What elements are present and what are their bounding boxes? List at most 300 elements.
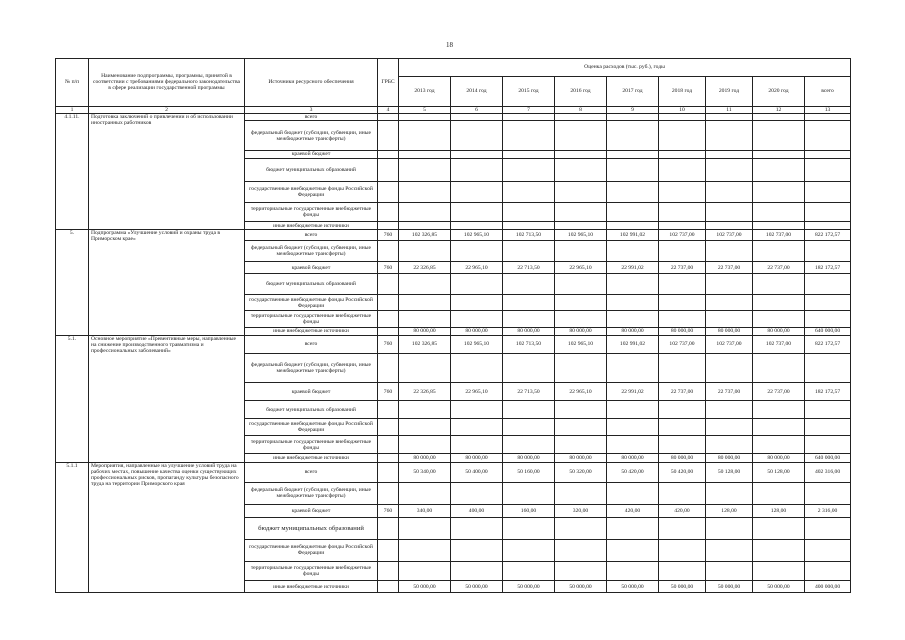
year-value-cell: 102 965,10 [451, 335, 503, 353]
year-value-cell [706, 181, 753, 202]
year-value-cell [555, 202, 607, 222]
grbs-cell [378, 462, 399, 482]
year-value-cell [659, 181, 706, 202]
total-value-cell [805, 310, 851, 327]
year-value-cell [753, 310, 805, 327]
year-value-cell [555, 561, 607, 581]
year-value-cell: 80 000,00 [555, 454, 607, 462]
total-value-cell [805, 222, 851, 229]
year-value-cell [659, 274, 706, 295]
grbs-cell [378, 295, 399, 311]
year-value-cell: 80 000,00 [503, 327, 555, 335]
year-value-cell: 50 000,00 [753, 581, 805, 593]
year-value-cell [607, 482, 659, 505]
year-value-cell [451, 274, 503, 295]
year-value-cell [607, 517, 659, 539]
year-value-cell [607, 114, 659, 121]
year-value-cell [503, 435, 555, 454]
year-value-cell [451, 435, 503, 454]
year-value-cell: 102 737,00 [706, 335, 753, 353]
year-value-cell [451, 353, 503, 382]
year-value-cell [451, 310, 503, 327]
year-value-cell [503, 158, 555, 181]
total-value-cell [805, 539, 851, 561]
year-value-cell [753, 158, 805, 181]
year-value-cell [659, 401, 706, 419]
year-value-cell [753, 241, 805, 262]
year-value-cell: 22 991,02 [607, 382, 659, 401]
col-source-header: Источники ресурсного обеспечения [245, 59, 378, 107]
column-number: 4 [378, 106, 399, 113]
year-value-cell [399, 202, 451, 222]
year-value-cell [399, 222, 451, 229]
year-value-cell [451, 539, 503, 561]
grbs-cell [378, 222, 399, 229]
grbs-cell: 760 [378, 335, 399, 353]
year-value-cell: 102 737,00 [753, 229, 805, 240]
column-number: 8 [555, 106, 607, 113]
column-number: 13 [805, 106, 851, 113]
year-header: 2015 год [503, 76, 555, 106]
year-value-cell [555, 539, 607, 561]
funding-source: территориальные государственные внебюджетные фонды [245, 202, 378, 222]
year-value-cell [659, 539, 706, 561]
year-header: 2017 год [607, 76, 659, 106]
year-value-cell: 80 000,00 [503, 454, 555, 462]
funding-source: государственные внебюджетные фонды Российской Федерации [245, 181, 378, 202]
year-value-cell [503, 150, 555, 158]
table-row [56, 229, 851, 240]
year-value-cell [753, 517, 805, 539]
year-value-cell: 80 000,00 [399, 454, 451, 462]
funding-source: краевой бюджет [245, 505, 378, 517]
total-value-cell [805, 114, 851, 121]
year-value-cell: 50 000,00 [706, 581, 753, 593]
grbs-cell [378, 181, 399, 202]
column-number: 5 [399, 106, 451, 113]
year-value-cell: 22 737,00 [706, 261, 753, 273]
grbs-cell [378, 581, 399, 593]
year-value-cell [659, 482, 706, 505]
year-value-cell [451, 241, 503, 262]
total-value-cell [805, 274, 851, 295]
column-number: 3 [245, 106, 378, 113]
year-value-cell: 22 737,00 [659, 261, 706, 273]
total-value-cell: 640 000,00 [805, 454, 851, 462]
year-value-cell [451, 114, 503, 121]
year-value-cell [753, 482, 805, 505]
funding-source: федеральный бюджет (субсидии, субвенции, иные межбюджетные трансферты) [245, 482, 378, 505]
year-value-cell [399, 241, 451, 262]
year-value-cell [555, 310, 607, 327]
grbs-cell [378, 353, 399, 382]
year-value-cell [753, 419, 805, 436]
year-value-cell: 128,00 [706, 505, 753, 517]
year-value-cell: 102 713,50 [503, 229, 555, 240]
year-value-cell [607, 241, 659, 262]
year-value-cell: 22 737,00 [753, 382, 805, 401]
grbs-cell [378, 327, 399, 335]
year-value-cell: 128,00 [753, 505, 805, 517]
program-name: Подготовка заключений о привлечении и об использовании иностранных работников [89, 114, 245, 230]
year-value-cell [607, 150, 659, 158]
funding-source: государственные внебюджетные фонды Российской Федерации [245, 539, 378, 561]
total-value-cell: 182 172,57 [805, 261, 851, 273]
year-value-cell [607, 295, 659, 311]
total-value-cell [805, 150, 851, 158]
year-value-cell [706, 222, 753, 229]
funding-source: бюджет муниципальных образований [245, 274, 378, 295]
year-value-cell [399, 310, 451, 327]
year-value-cell [503, 401, 555, 419]
year-value-cell [503, 482, 555, 505]
year-value-cell: 340,00 [399, 505, 451, 517]
year-value-cell [706, 517, 753, 539]
year-value-cell [607, 158, 659, 181]
year-value-cell [607, 539, 659, 561]
year-value-cell [503, 222, 555, 229]
year-value-cell: 420,00 [659, 505, 706, 517]
row-number: 5.1. [56, 335, 89, 462]
year-value-cell [451, 121, 503, 150]
year-value-cell [607, 401, 659, 419]
year-value-cell [503, 114, 555, 121]
year-value-cell [753, 295, 805, 311]
year-value-cell: 80 000,00 [451, 454, 503, 462]
grbs-cell: 760 [378, 382, 399, 401]
year-value-cell [399, 517, 451, 539]
year-value-cell [659, 561, 706, 581]
year-value-cell: 22 737,00 [753, 261, 805, 273]
funding-source: федеральный бюджет (субсидии, субвенции, иные межбюджетные трансферты) [245, 121, 378, 150]
year-value-cell: 50 340,00 [399, 462, 451, 482]
row-number: 5. [56, 229, 89, 335]
grbs-cell [378, 274, 399, 295]
year-value-cell: 102 965,10 [555, 229, 607, 240]
year-value-cell [659, 419, 706, 436]
year-value-cell [659, 435, 706, 454]
year-value-cell: 80 000,00 [607, 327, 659, 335]
col-name-header: Наименование подпрограммы, программы, принятой в соответствии с требованиями федерального законодательства в сфере реализации государственной программы [89, 59, 245, 107]
year-header: 2018 год [659, 76, 706, 106]
year-value-cell [706, 241, 753, 262]
funding-source: федеральный бюджет (субсидии, субвенции, иные межбюджетные трансферты) [245, 353, 378, 382]
row-number: 5.1.1 [56, 462, 89, 592]
year-value-cell: 50 000,00 [555, 581, 607, 593]
total-value-cell [805, 158, 851, 181]
funding-source: всего [245, 335, 378, 353]
funding-source: федеральный бюджет (субсидии, субвенции, иные межбюджетные трансферты) [245, 241, 378, 262]
column-number-row [56, 106, 851, 113]
year-value-cell [399, 295, 451, 311]
grbs-cell [378, 121, 399, 150]
year-value-cell: 80 000,00 [607, 454, 659, 462]
year-value-cell: 420,00 [607, 505, 659, 517]
year-value-cell [503, 295, 555, 311]
year-value-cell [451, 419, 503, 436]
grbs-cell [378, 454, 399, 462]
year-value-cell: 22 737,00 [659, 382, 706, 401]
column-number: 6 [451, 106, 503, 113]
year-value-cell [659, 222, 706, 229]
year-value-cell [659, 114, 706, 121]
year-value-cell [659, 517, 706, 539]
column-number: 9 [607, 106, 659, 113]
year-value-cell [706, 539, 753, 561]
year-value-cell [753, 121, 805, 150]
column-number: 2 [89, 106, 245, 113]
funding-source: иные внебюджетные источники [245, 454, 378, 462]
year-value-cell: 50 000,00 [503, 581, 555, 593]
year-value-cell [607, 561, 659, 581]
year-value-cell: 50 420,00 [659, 462, 706, 482]
year-value-cell [451, 295, 503, 311]
grbs-cell: 760 [378, 229, 399, 240]
year-value-cell [451, 401, 503, 419]
year-value-cell: 102 965,10 [451, 229, 503, 240]
year-value-cell: 80 000,00 [753, 454, 805, 462]
total-value-cell: 640 000,00 [805, 327, 851, 335]
year-value-cell: 400,00 [451, 505, 503, 517]
year-header: 2019 год [706, 76, 753, 106]
grbs-cell [378, 517, 399, 539]
year-value-cell [706, 274, 753, 295]
year-value-cell [399, 539, 451, 561]
total-value-cell: 182 172,57 [805, 382, 851, 401]
total-value-cell: 822 172,57 [805, 229, 851, 240]
year-value-cell [753, 222, 805, 229]
year-value-cell [399, 150, 451, 158]
grbs-cell [378, 561, 399, 581]
funding-source: иные внебюджетные источники [245, 327, 378, 335]
year-value-cell [659, 310, 706, 327]
grbs-cell [378, 158, 399, 181]
grbs-cell [378, 435, 399, 454]
year-value-cell [555, 353, 607, 382]
grbs-cell: 760 [378, 261, 399, 273]
year-value-cell: 102 713,50 [503, 335, 555, 353]
year-value-cell [607, 274, 659, 295]
year-value-cell [503, 181, 555, 202]
funding-source: государственные внебюджетные фонды Российской Федерации [245, 295, 378, 311]
year-value-cell: 102 991,02 [607, 335, 659, 353]
year-value-cell [706, 353, 753, 382]
year-value-cell [753, 150, 805, 158]
year-value-cell: 50 000,00 [659, 581, 706, 593]
total-value-cell [805, 181, 851, 202]
year-value-cell: 102 737,00 [706, 229, 753, 240]
year-value-cell: 80 000,00 [451, 327, 503, 335]
total-value-cell [805, 517, 851, 539]
year-value-cell [706, 482, 753, 505]
year-value-cell [399, 274, 451, 295]
column-number: 7 [503, 106, 555, 113]
year-value-cell [607, 181, 659, 202]
header-row [56, 59, 851, 77]
year-value-cell: 22 965,10 [555, 261, 607, 273]
grbs-cell: 760 [378, 505, 399, 517]
program-name: Основное мероприятие «Превентивные меры, направленные на снижение производственного травматизма и профессиональных заболеваний» [89, 335, 245, 462]
year-value-cell [753, 539, 805, 561]
year-value-cell: 50 128,00 [706, 462, 753, 482]
col-estimate-header: Оценка расходов (тыс. руб.), годы [399, 59, 851, 77]
total-value-cell [805, 295, 851, 311]
year-value-cell [399, 158, 451, 181]
year-value-cell: 50 320,00 [555, 462, 607, 482]
grbs-cell [378, 482, 399, 505]
year-value-cell: 22 965,10 [555, 382, 607, 401]
grbs-cell [378, 419, 399, 436]
year-value-cell [659, 158, 706, 181]
funding-source: иные внебюджетные источники [245, 222, 378, 229]
year-value-cell: 160,00 [503, 505, 555, 517]
year-value-cell: 102 326,85 [399, 335, 451, 353]
funding-source: государственные внебюджетные фонды Российской Федерации [245, 419, 378, 436]
column-number: 1 [56, 106, 89, 113]
year-value-cell: 80 000,00 [399, 327, 451, 335]
page-number: 18 [446, 41, 453, 49]
year-value-cell: 22 965,10 [451, 382, 503, 401]
year-value-cell [451, 561, 503, 581]
funding-source: всего [245, 229, 378, 240]
table-row [56, 462, 851, 482]
year-value-cell [706, 310, 753, 327]
year-value-cell [659, 295, 706, 311]
year-header: 2016 год [555, 76, 607, 106]
year-value-cell [503, 561, 555, 581]
year-header: 2014 год [451, 76, 503, 106]
total-value-cell: 822 172,57 [805, 335, 851, 353]
year-value-cell [399, 419, 451, 436]
column-number: 11 [706, 106, 753, 113]
total-value-cell: 402 316,00 [805, 462, 851, 482]
year-value-cell [753, 435, 805, 454]
funding-source: территориальные государственные внебюджетные фонды [245, 561, 378, 581]
year-value-cell: 320,00 [555, 505, 607, 517]
year-value-cell: 50 000,00 [399, 581, 451, 593]
year-value-cell [659, 353, 706, 382]
year-value-cell: 50 160,00 [503, 462, 555, 482]
total-value-cell [805, 241, 851, 262]
year-value-cell: 22 326,85 [399, 261, 451, 273]
grbs-cell [378, 114, 399, 121]
year-value-cell [399, 435, 451, 454]
year-value-cell [555, 114, 607, 121]
funding-source: краевой бюджет [245, 382, 378, 401]
year-value-cell [503, 241, 555, 262]
funding-source: краевой бюджет [245, 150, 378, 158]
year-value-cell: 50 000,00 [607, 581, 659, 593]
year-value-cell [659, 202, 706, 222]
year-value-cell [659, 121, 706, 150]
year-value-cell [753, 561, 805, 581]
year-value-cell [399, 401, 451, 419]
year-value-cell [706, 401, 753, 419]
total-value-cell [805, 401, 851, 419]
grbs-cell [378, 401, 399, 419]
grbs-cell [378, 241, 399, 262]
year-value-cell: 22 965,10 [451, 261, 503, 273]
year-value-cell [753, 181, 805, 202]
year-value-cell [555, 150, 607, 158]
grbs-cell [378, 202, 399, 222]
year-value-cell [706, 202, 753, 222]
year-value-cell [451, 517, 503, 539]
year-value-cell [753, 401, 805, 419]
funding-source: краевой бюджет [245, 261, 378, 273]
year-value-cell: 22 326,85 [399, 382, 451, 401]
year-value-cell [503, 274, 555, 295]
column-number: 10 [659, 106, 706, 113]
year-value-cell [399, 181, 451, 202]
program-name: Мероприятия, направленные на улучшение условий труда на рабочих местах, повышение качества оценки существующих профессиональных рисков, пропаганду культуры безопасного труда на территории Приморского края [89, 462, 245, 592]
year-value-cell [753, 353, 805, 382]
year-value-cell: 22 737,00 [706, 382, 753, 401]
year-value-cell [555, 121, 607, 150]
year-value-cell: 22 713,50 [503, 261, 555, 273]
total-value-cell: 2 316,00 [805, 505, 851, 517]
year-value-cell [607, 310, 659, 327]
year-value-cell [399, 561, 451, 581]
year-value-cell: 102 737,00 [659, 335, 706, 353]
year-value-cell [659, 241, 706, 262]
funding-source: всего [245, 462, 378, 482]
col-no-header: № п/п [56, 59, 89, 107]
year-value-cell [607, 353, 659, 382]
funding-source: иные внебюджетные источники [245, 581, 378, 593]
program-name: Подпрограмма «Улучшение условий и охраны труда в Приморском крае» [89, 229, 245, 335]
year-value-cell [503, 539, 555, 561]
year-value-cell: 80 000,00 [659, 454, 706, 462]
year-value-cell [451, 181, 503, 202]
year-value-cell: 102 991,02 [607, 229, 659, 240]
year-value-cell [503, 419, 555, 436]
year-value-cell [503, 353, 555, 382]
funding-source: всего [245, 114, 378, 121]
funding-source: территориальные государственные внебюджетные фонды [245, 310, 378, 327]
year-value-cell [555, 274, 607, 295]
year-value-cell [555, 401, 607, 419]
year-value-cell [555, 158, 607, 181]
year-value-cell [706, 121, 753, 150]
table-row [56, 114, 851, 121]
year-value-cell [659, 150, 706, 158]
year-value-cell [607, 121, 659, 150]
year-value-cell: 50 128,00 [753, 462, 805, 482]
total-value-cell [805, 482, 851, 505]
grbs-cell [378, 310, 399, 327]
year-value-cell [451, 222, 503, 229]
year-value-cell: 80 000,00 [706, 327, 753, 335]
year-value-cell [451, 150, 503, 158]
year-value-cell [451, 202, 503, 222]
row-number: 4.1.11. [56, 114, 89, 230]
year-value-cell: 102 965,10 [555, 335, 607, 353]
year-value-cell [555, 222, 607, 229]
year-value-cell [706, 295, 753, 311]
year-value-cell: 80 000,00 [555, 327, 607, 335]
year-value-cell [753, 114, 805, 121]
table-row [56, 335, 851, 353]
year-value-cell: 80 000,00 [753, 327, 805, 335]
grbs-cell [378, 539, 399, 561]
year-value-cell: 50 400,00 [451, 462, 503, 482]
year-value-cell [706, 435, 753, 454]
year-value-cell [451, 482, 503, 505]
year-value-cell [451, 158, 503, 181]
year-value-cell [555, 295, 607, 311]
year-value-cell [555, 482, 607, 505]
